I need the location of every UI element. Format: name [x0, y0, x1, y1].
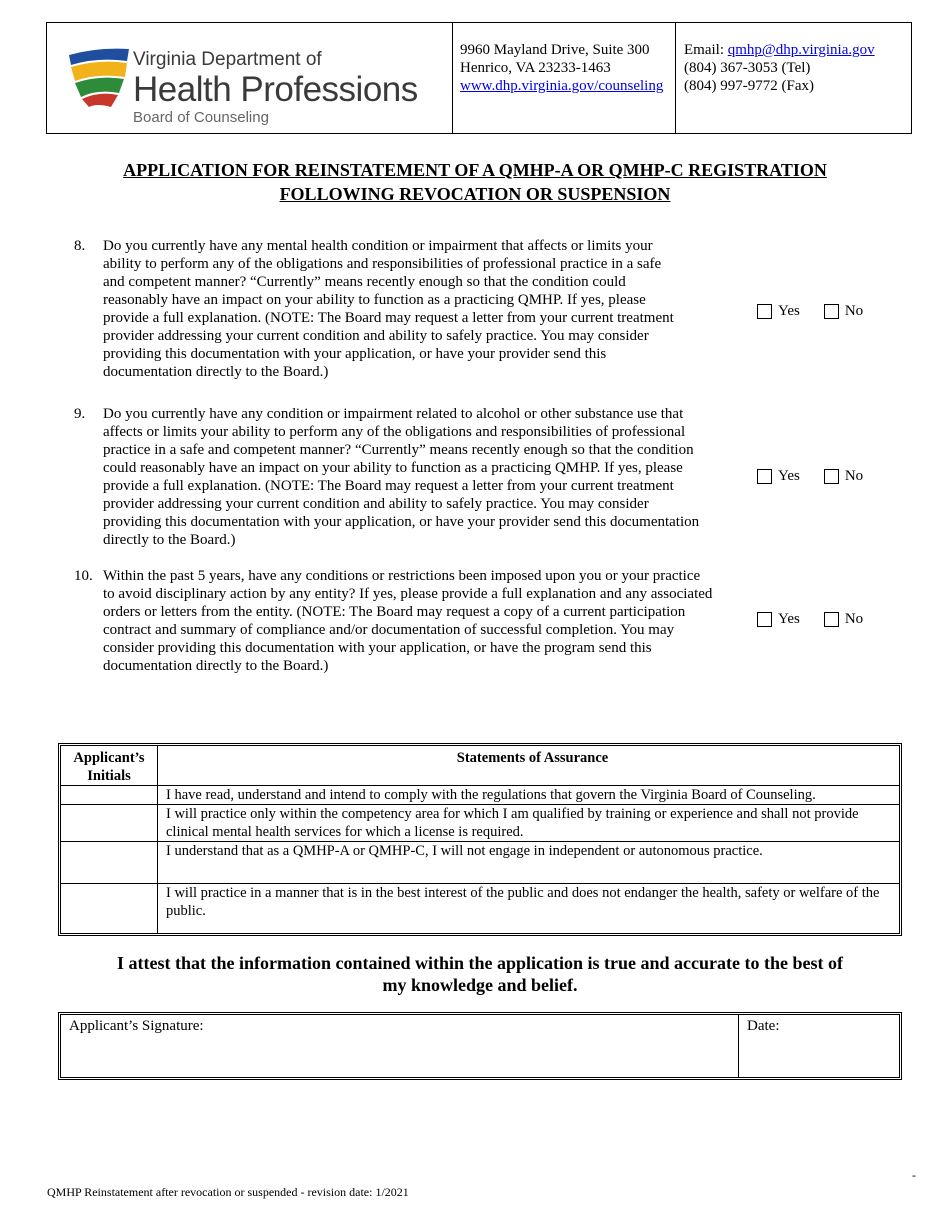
signature-block [58, 1012, 902, 1080]
footer-revision-note: QMHP Reinstatement after revocation or suspended - revision date: 1/2021 [47, 1185, 409, 1199]
question-line: ability to perform any of the obligations and responsibilities of professional practice in a safe [103, 256, 662, 272]
question-number: 10. [74, 568, 93, 584]
question-9-no-checkbox[interactable] [824, 469, 839, 484]
statements-column-header: Statements of Assurance [158, 746, 900, 786]
question-10-yes-checkbox[interactable] [757, 612, 772, 627]
assurance-statement-1: I have read, understand and intend to comply with the regulations that govern the Virginia Board of Counseling. [158, 786, 900, 805]
question-line: provider addressing your current condition and ability to safely practice. You may consider [103, 328, 649, 344]
initials-field-4[interactable] [61, 884, 158, 934]
address-street: 9960 Mayland Drive, Suite 300 [460, 42, 650, 58]
signature-label: Applicant’s Signature: [69, 1018, 204, 1034]
question-line: and competent manner? “Currently” means recently enough so that the condition could [103, 274, 626, 290]
initials-field-3[interactable] [61, 842, 158, 884]
question-9-answer [757, 468, 863, 485]
yes-label: Yes [778, 468, 800, 484]
question-line: to avoid disciplinary action by any entity? If yes, please provide a full explanation and any associated [103, 586, 713, 602]
footer-mark: - [912, 1168, 916, 1182]
question-line: practice in a safe and competent manner? “Currently” means recently enough so that the condition [103, 442, 694, 458]
question-line: providing this documentation with your application, or have your provider send this [103, 346, 607, 362]
question-line: directly to the Board.) [103, 532, 236, 548]
question-line: documentation directly to the Board.) [103, 364, 329, 380]
attestation-line-1: I attest that the information contained within the application is true and accurate to the best of [117, 953, 843, 973]
question-8-answer [757, 303, 863, 320]
address-cell [453, 23, 676, 133]
email-link[interactable]: qmhp@dhp.virginia.gov [727, 42, 875, 58]
logo-wordmark [133, 49, 418, 127]
assurance-statement-4: I will practice in a manner that is in the best interest of the public and does not endanger the health, safety or welfare of the public. [158, 884, 900, 934]
no-label: No [844, 303, 864, 319]
yes-label: Yes [778, 303, 800, 319]
website-link[interactable]: www.dhp.virginia.gov/counseling [460, 78, 664, 94]
question-line: orders or letters from the entity. (NOTE: The Board may request a copy of a current participation [103, 604, 686, 620]
question-line: Do you currently have any condition or impairment related to alcohol or other substance use that [103, 406, 684, 422]
logo-line-department: Virginia Department of [133, 49, 322, 70]
email-label: Email: [684, 42, 728, 58]
question-9 [74, 405, 738, 549]
yes-label: Yes [778, 611, 800, 627]
question-line: Within the past 5 years, have any conditions or restrictions been imposed upon you or your practice [103, 568, 701, 584]
question-number: 8. [74, 238, 86, 254]
assurance-statement-3: I understand that as a QMHP-A or QMHP-C, I will not engage in independent or autonomous practice. [158, 842, 900, 884]
date-label: Date: [747, 1018, 780, 1034]
letterhead [46, 22, 912, 134]
question-line: provider addressing your current condition and ability to safely practice. You may consider [103, 496, 649, 512]
logo-line-board: Board of Counseling [133, 109, 269, 126]
question-line: could reasonably have an impact on your ability to function as a practicing QMHP. If yes, please [103, 460, 683, 476]
question-text [103, 567, 738, 675]
form-title-line-1: APPLICATION FOR REINSTATEMENT OF A QMHP-A OR QMHP-C REGISTRATION [123, 160, 827, 180]
statements-of-assurance-table [58, 743, 902, 936]
date-field[interactable] [739, 1015, 899, 1077]
question-line: Do you currently have any mental health condition or impairment that affects or limits your [103, 238, 653, 254]
form-title [0, 158, 950, 206]
question-8 [74, 237, 738, 381]
question-9-yes-checkbox[interactable] [757, 469, 772, 484]
question-number: 9. [74, 406, 86, 422]
question-10-no-checkbox[interactable] [824, 612, 839, 627]
signature-field[interactable] [61, 1015, 739, 1077]
no-label: No [844, 468, 864, 484]
question-line: provide a full explanation. (NOTE: The Board may request a letter from your current treatment [103, 310, 674, 326]
question-line: providing this documentation with your application, or have your provider send this documentation [103, 514, 700, 530]
address-city: Henrico, VA 23233-1463 [460, 60, 611, 76]
question-8-no-checkbox[interactable] [824, 304, 839, 319]
initials-column-header: Applicant’s Initials [61, 746, 158, 786]
question-text [103, 405, 738, 549]
question-text [103, 237, 738, 381]
phone-fax: (804) 997-9772 (Fax) [684, 78, 814, 94]
phone-tel: (804) 367-3053 (Tel) [684, 60, 811, 76]
form-title-line-2: FOLLOWING REVOCATION OR SUSPENSION [279, 184, 671, 204]
agency-logo-cell [47, 23, 453, 133]
question-line: reasonably have an impact on your ability to function as a practicing QMHP. If yes, please [103, 292, 646, 308]
contact-cell [676, 23, 911, 133]
question-8-yes-checkbox[interactable] [757, 304, 772, 319]
logo-line-health-professions: Health Professions [133, 70, 418, 109]
no-label: No [844, 611, 864, 627]
initials-field-1[interactable] [61, 786, 158, 805]
attestation-line-2: my knowledge and belief. [382, 975, 578, 995]
question-line: provide a full explanation. (NOTE: The Board may request a letter from your current treatment [103, 478, 674, 494]
initials-field-2[interactable] [61, 805, 158, 842]
question-line: documentation directly to the Board.) [103, 658, 329, 674]
question-10 [74, 567, 738, 675]
question-line: consider providing this documentation with your application, or have the program send this [103, 640, 652, 656]
question-line: contract and summary of compliance and/or documentation of successful completion. You may [103, 622, 675, 638]
attestation-statement [0, 952, 950, 996]
assurance-statement-2: I will practice only within the competency area for which I am qualified by training or experience and shall not provide clinical mental health services for which a license is required. [158, 805, 900, 842]
question-10-answer [757, 611, 863, 628]
question-line: affects or limits your ability to perform any of the obligations and responsibilities of professional [103, 424, 686, 440]
dhp-shield-logo-icon [67, 45, 131, 109]
